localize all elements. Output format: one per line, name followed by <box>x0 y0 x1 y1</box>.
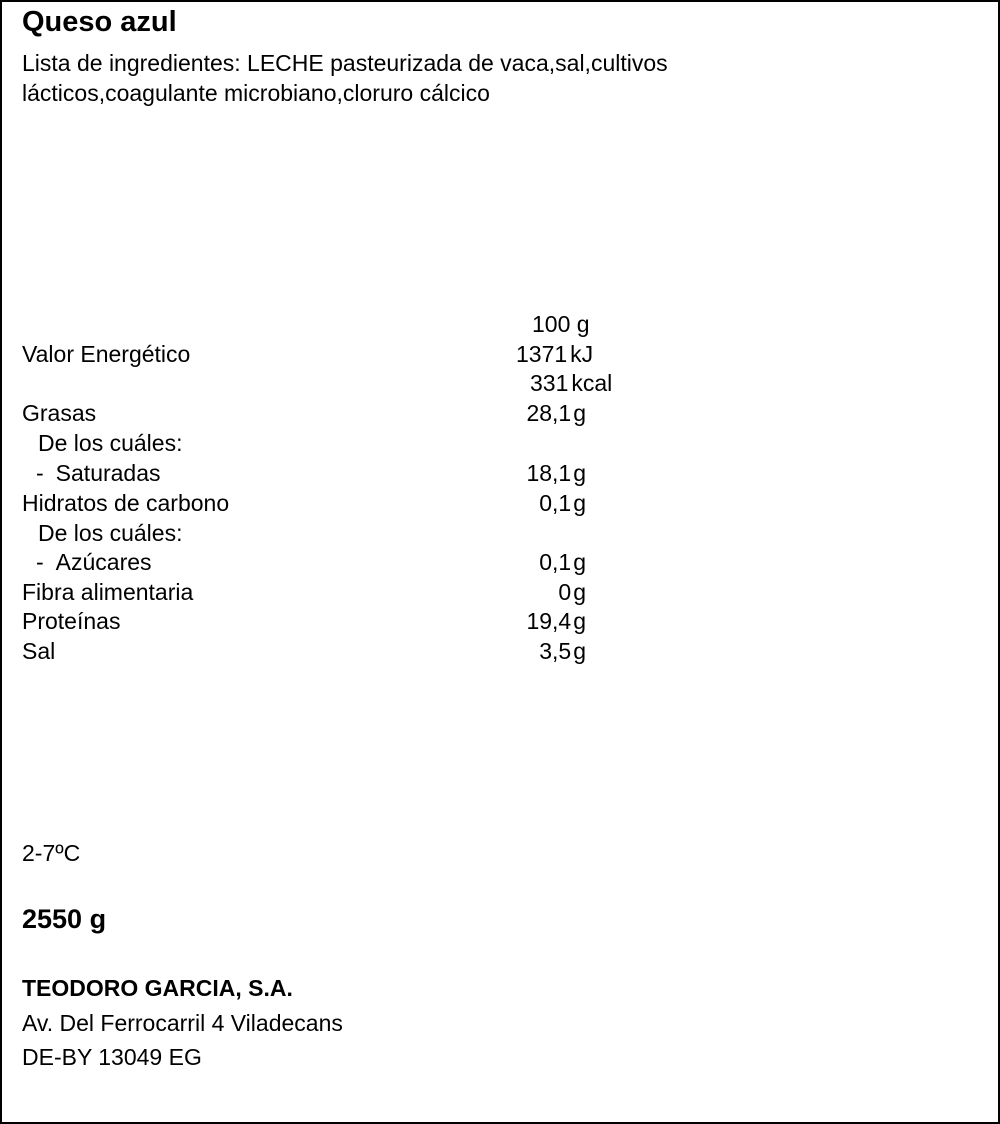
energy-kcal <box>530 372 612 395</box>
nutrient-label-protein: Proteínas <box>22 608 121 634</box>
nutrient-label-fiber: Fibra alimentaria <box>22 579 194 605</box>
nutrition-column-header: 100 g <box>532 311 590 337</box>
energy-kj-unit: kJ <box>570 341 594 367</box>
ingredients-list <box>22 48 782 108</box>
net-weight: 2550 g <box>22 904 107 934</box>
company-address: Av. Del Ferrocarril 4 Viladecans <box>22 1010 343 1036</box>
energy-kj <box>516 343 593 366</box>
nutrient-label-saturated: - Saturadas <box>36 460 161 486</box>
company-name: TEODORO GARCIA, S.A. <box>22 975 293 1001</box>
energy-kcal-value: 331 <box>530 370 569 396</box>
nutrient-value-sugars: 0,1g <box>539 549 586 575</box>
ingredients-line-2: lácticos,coagulante microbiano,cloruro cálcico <box>22 80 490 106</box>
nutrient-label-sugars: - Azúcares <box>36 549 152 575</box>
nutrient-label-salt: Sal <box>22 638 56 664</box>
ingredients-line-1: Lista de ingredientes: LECHE pasteurizada de vaca,sal,cultivos <box>22 50 668 76</box>
nutrient-value-fiber: 0g <box>558 579 586 605</box>
product-name: Queso azul <box>22 6 177 38</box>
nutrient-sublabel: De los cuáles: <box>38 520 183 546</box>
nutrient-value-carbohydrates: 0,1g <box>539 490 586 516</box>
energy-kj-value: 1371 <box>516 341 568 367</box>
nutrient-sublabel: De los cuáles: <box>38 430 183 456</box>
nutrient-value-saturated: 18,1g <box>526 460 586 486</box>
nutrient-label-carbohydrates: Hidratos de carbono <box>22 490 230 516</box>
nutrient-value-salt: 3,5g <box>539 638 586 664</box>
company-code: DE-BY 13049 EG <box>22 1044 202 1070</box>
energy-kcal-unit: kcal <box>571 370 613 396</box>
storage-temperature: 2-7ºC <box>22 840 81 866</box>
nutrient-label-fat: Grasas <box>22 400 97 426</box>
nutrient-value-fat: 28,1g <box>526 400 586 426</box>
energy-label: Valor Energético <box>22 341 191 367</box>
nutrient-value-protein: 19,4g <box>526 608 586 634</box>
